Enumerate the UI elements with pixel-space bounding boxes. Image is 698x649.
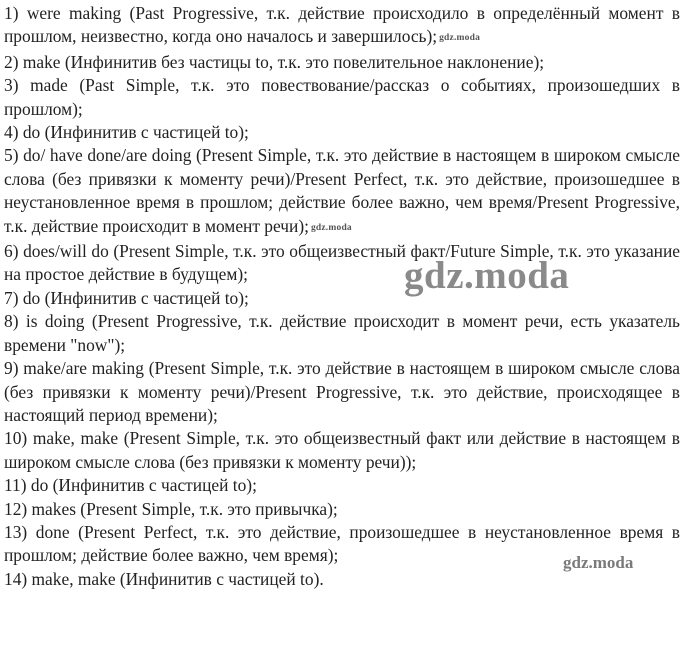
watermark-bottom: gdz.moda [563,553,634,572]
answer-item-13: 13) done (Present Perfect, т.к. это действие, произошедшее в неустановленное время в прошлом; действие более важно, чем время); [4,521,680,566]
answer-item-11: 11) do (Инфинитив с частицей to); [4,475,257,496]
answer-item-14: 14) make, make (Инфинитив с частицей to). [4,568,324,589]
answer-list [4,2,680,591]
answer-item-9: 9) make/are making (Present Simple, т.к. это действие в настоящем в широком смысле слова (без привязки к моменту речи)/Present Progressive, т.к. это действие, происходящее в настоящий период времени); [4,358,680,425]
watermark-large: gdz.moda [404,254,570,297]
watermark-small-1: gdz.moda [439,33,481,44]
answer-item-1 [4,2,680,51]
answer-item-6: 6) does/will do (Present Simple, т.к. это общеизвестный факт/Future Simple, т.к. это указание на простое действие в будущем); [4,241,680,285]
answer-item-7: 7) do (Инфинитив с частицей to); [4,287,249,308]
answer-item-2: 2) make (Инфинитив без частицы to, т.к. это повелительное наклонение); [4,51,545,72]
answer-item-3: 3) made (Past Simple, т.к. это повествование/рассказ о событиях, произошедших в прошлом); [4,75,680,119]
answer-text-1: 1) were making (Past Progressive, т.к. действие происходило в определённый момент в прошлом, неизвестно, когда оно началось и завершилось); [4,3,680,47]
answer-text-5: 5) do/ have done/are doing (Present Simple, т.к. это действие в настоящем в широком смысле слова (без привязки к моменту речи)/Present Perfect, т.к. это действие, произошедшее в неустановленное время в прошлом; действие более важно, чем время/Present Progressive, т.к. действие происходит в момент речи); [4,145,680,236]
answer-item-8: 8) is doing (Present Progressive, т.к. действие происходит в момент речи, есть указатель времени "now"); [4,311,680,355]
answer-item-4: 4) do (Инфинитив с частицей to); [4,122,249,143]
answer-item-12: 12) makes (Present Simple, т.к. это привычка); [4,498,338,519]
answer-item-5 [4,144,680,240]
watermark-small-2: gdz.moda [310,222,352,233]
answer-item-10: 10) make, make (Present Simple, т.к. это общеизвестный факт или действие в настоящем в широком смысле слова (без привязки к моменту речи)); [4,428,680,472]
